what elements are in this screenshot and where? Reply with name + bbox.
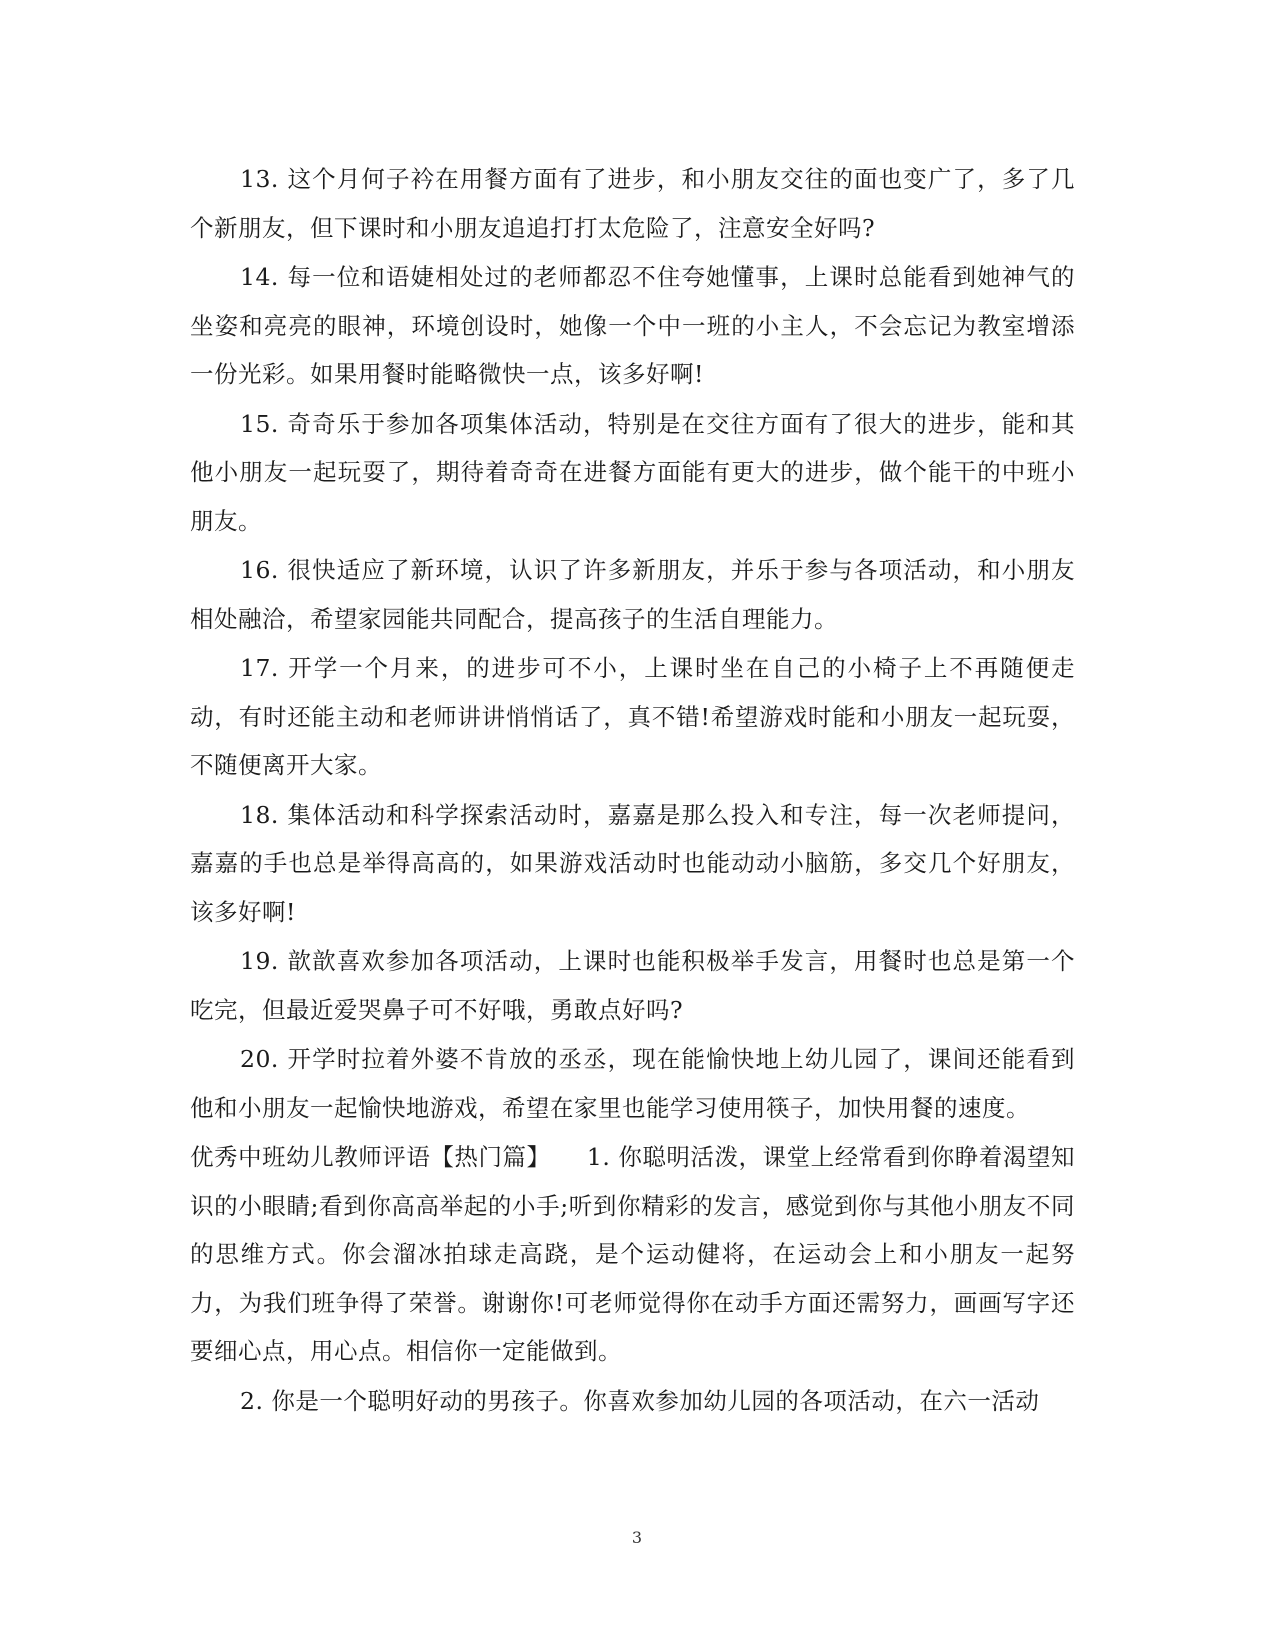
paragraph-20: 20. 开学时拉着外婆不肯放的丞丞，现在能愉快地上幼儿园了，课间还能看到他和小朋友一起愉快地游戏，希望在家里也能学习使用筷子，加快用餐的速度。 [190, 1045, 1075, 1122]
paragraph-16: 16. 很快适应了新环境，认识了许多新朋友，并乐于参与各项活动，和小朋友相处融洽，希望家园能共同配合，提高孩子的生活自理能力。 [190, 556, 1075, 633]
paragraph-15: 15. 奇奇乐于参加各项集体活动，特别是在交往方面有了很大的进步，能和其他小朋友一起玩耍了，期待着奇奇在进餐方面能有更大的进步，做个能干的中班小朋友。 [190, 409, 1075, 535]
paragraph-19: 19. 歆歆喜欢参加各项活动，上课时也能积极举手发言，用餐时也总是第一个吃完，但最近爱哭鼻子可不好哦，勇敢点好吗? [190, 947, 1075, 1024]
section-heading-paragraph: 优秀中班幼儿教师评语【热门篇】 1. 你聪明活泼，课堂上经常看到你睁着渴望知识的小眼睛;看到你高高举起的小手;听到你精彩的发言，感觉到你与其他小朋友不同的思维方式。你会溜冰拍球走高跷，是个运动健将，在运动会上和小朋友一起努力，为我们班争得了荣誉。谢谢你!可老师觉得你在动手方面还需努力，画画写字还要细心点，用心点。相信你一定能做到。 [190, 1143, 1075, 1365]
document-body [190, 155, 1075, 1426]
paragraph-17: 17. 开学一个月来，的进步可不小，上课时坐在自己的小椅子上不再随便走动，有时还能主动和老师讲讲悄悄话了，真不错!希望游戏时能和小朋友一起玩耍，不随便离开大家。 [190, 654, 1075, 779]
paragraph-2: 2. 你是一个聪明好动的男孩子。你喜欢参加幼儿园的各项活动，在六一活动 [240, 1386, 1040, 1415]
paragraph-14: 14. 每一位和语婕相处过的老师都忍不住夸她懂事，上课时总能看到她神气的坐姿和亮亮的眼神，环境创设时，她像一个中一班的小主人，不会忘记为教室增添一份光彩。如果用餐时能略微快一点，该多好啊! [190, 263, 1075, 388]
paragraph-18: 18. 集体活动和科学探索活动时，嘉嘉是那么投入和专注，每一次老师提问，嘉嘉的手也总是举得高高的，如果游戏活动时也能动动小脑筋，多交几个好朋友，该多好啊! [190, 800, 1075, 926]
paragraph-13: 13. 这个月何子衿在用餐方面有了进步，和小朋友交往的面也变广了，多了几个新朋友，但下课时和小朋友追追打打太危险了，注意安全好吗? [190, 165, 1075, 242]
page-number: 3 [631, 1528, 643, 1547]
